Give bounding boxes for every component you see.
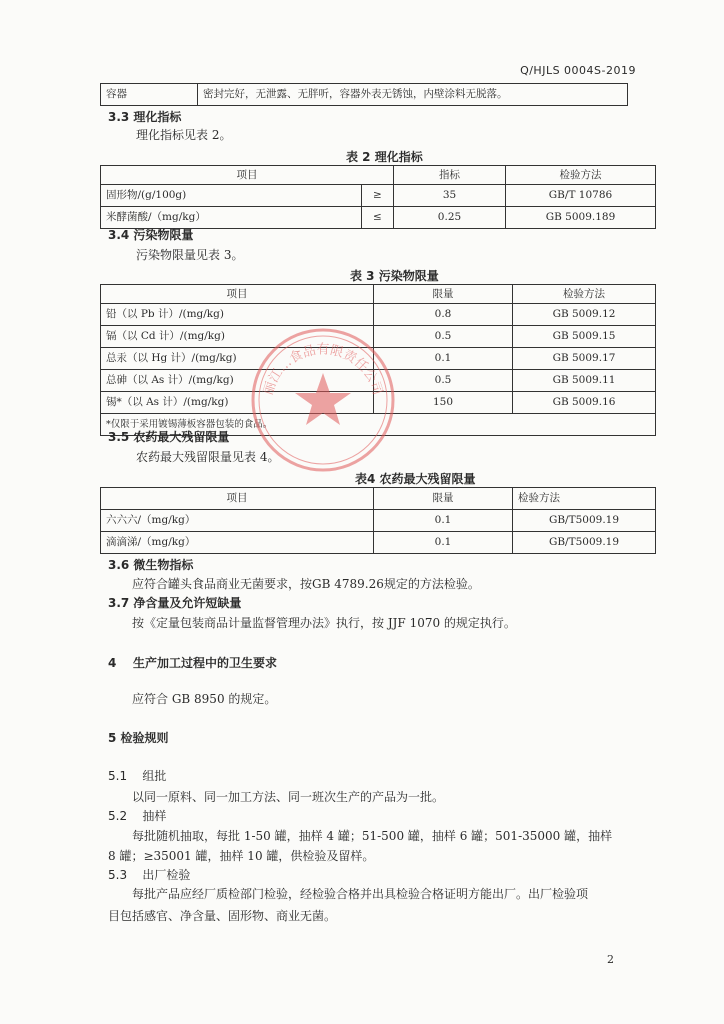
table3-method: GB 5009.15 (513, 326, 656, 348)
table3-item: 镉（以 Cd 计）/(mg/kg) (101, 326, 374, 348)
table3-value: 150 (374, 392, 513, 414)
table2-header-method: 检验方法 (506, 166, 656, 185)
table2-header-value: 指标 (394, 166, 506, 185)
table4-header-value: 限量 (374, 488, 513, 510)
company-seal-icon (248, 325, 398, 475)
section-5-3-line1: 每批产品应经厂质检部门检验，经检验合格并出具检验合格证明方能出厂。出厂检验项 (132, 887, 589, 901)
container-label: 容器 (101, 84, 198, 106)
table3-header-method: 检验方法 (513, 285, 656, 304)
table3-item: 总汞（以 Hg 计）/(mg/kg) (101, 348, 374, 370)
table2-method: GB 5009.189 (506, 207, 656, 229)
table3-item: 总砷（以 As 计）/(mg/kg) (101, 370, 374, 392)
section-5-3-heading: 5.3 出厂检验 (108, 868, 191, 882)
section-3-5-heading: 3.5 农药最大残留限量 (108, 430, 230, 444)
table2-item: 固形物/(g/100g) (101, 185, 362, 207)
table3-header-row (101, 285, 656, 304)
table2-header-row (101, 166, 656, 185)
section-3-5-text: 农药最大残留限量见表 4。 (136, 450, 280, 464)
table4-method: GB/T5009.19 (513, 510, 656, 532)
seal-text: 丽江…食品有限责任公司 (261, 342, 385, 398)
table2-item: 米酵菌酸/（mg/kg） (101, 207, 362, 229)
table2-method: GB/T 10786 (506, 185, 656, 207)
table2-op: ≤ (361, 207, 393, 229)
section-4-text: 应符合 GB 8950 的规定。 (132, 692, 277, 706)
table2-caption: 表 2 理化指标 (346, 150, 423, 164)
section-3-7-heading: 3.7 净含量及允许短缺量 (108, 596, 242, 610)
table2-op: ≥ (361, 185, 393, 207)
section-5-3-line2: 目包括感官、净含量、固形物、商业无菌。 (108, 909, 337, 923)
page-number: 2 (607, 953, 614, 966)
table-row (101, 185, 656, 207)
section-3-6-text: 应符合罐头食品商业无菌要求，按GB 4789.26规定的方法检验。 (132, 577, 480, 591)
container-text: 密封完好，无泄露、无胖听，容器外表无锈蚀，内壁涂料无脱落。 (198, 84, 628, 106)
table3-footnote: *仅限于采用镀锡薄板容器包装的食品。 (101, 414, 656, 436)
table3-caption: 表 3 污染物限量 (350, 269, 439, 283)
table2-value: 0.25 (394, 207, 506, 229)
table3-value: 0.5 (374, 370, 513, 392)
table3-value: 0.5 (374, 326, 513, 348)
section-5-1-heading: 5.1 组批 (108, 769, 167, 783)
section-3-4-text: 污染物限量见表 3。 (136, 248, 244, 262)
table2-value: 35 (394, 185, 506, 207)
section-4-heading: 4 生产加工过程中的卫生要求 (108, 656, 278, 670)
table-row (101, 510, 656, 532)
table3-header-item: 项目 (101, 285, 374, 304)
section-5-1-text: 以同一原料、同一加工方法、同一班次生产的产品为一批。 (132, 790, 445, 804)
table3-method: GB 5009.16 (513, 392, 656, 414)
table3-value: 0.1 (374, 348, 513, 370)
section-3-3-heading: 3.3 理化指标 (108, 110, 182, 124)
table3-method: GB 5009.17 (513, 348, 656, 370)
table4-header-item: 项目 (101, 488, 374, 510)
table4-method: GB/T5009.19 (513, 532, 656, 554)
table3-method: GB 5009.11 (513, 370, 656, 392)
table4-item: 六六六/（mg/kg） (101, 510, 374, 532)
table3-method: GB 5009.12 (513, 304, 656, 326)
table3-item: 铅（以 Pb 计）/(mg/kg) (101, 304, 374, 326)
table-row (101, 84, 628, 106)
section-5-heading: 5 检验规则 (108, 731, 169, 745)
table2-header-item: 项目 (101, 166, 394, 185)
table3-item: 锡*（以 As 计）/(mg/kg) (101, 392, 374, 414)
table4-caption: 表4 农药最大残留限量 (355, 472, 476, 486)
section-5-2-heading: 5.2 抽样 (108, 809, 167, 823)
table3-header-value: 限量 (374, 285, 513, 304)
table-row (101, 304, 656, 326)
table4-header-method: 检验方法 (513, 488, 656, 510)
section-5-2-line1: 每批随机抽取，每批 1-50 罐，抽样 4 罐；51-500 罐，抽样 6 罐；501-35000 罐，抽样 (132, 829, 613, 843)
table4-item: 滴滴涕/（mg/kg） (101, 532, 374, 554)
table4 (100, 487, 656, 554)
document-id: Q/HJLS 0004S-2019 (520, 64, 636, 77)
section-5-2-line2: 8 罐；≥35001 罐，抽样 10 罐，供检验及留样。 (108, 849, 375, 863)
section-3-6-heading: 3.6 微生物指标 (108, 558, 194, 572)
table-row (101, 532, 656, 554)
section-3-4-heading: 3.4 污染物限量 (108, 228, 194, 242)
section-3-3-text: 理化指标见表 2。 (136, 128, 232, 142)
table4-value: 0.1 (374, 532, 513, 554)
table4-header-row (101, 488, 656, 510)
table4-value: 0.1 (374, 510, 513, 532)
table2 (100, 165, 656, 229)
container-table (100, 83, 628, 106)
section-3-7-text: 按《定量包装商品计量监督管理办法》执行，按 JJF 1070 的规定执行。 (132, 616, 516, 630)
table3-value: 0.8 (374, 304, 513, 326)
